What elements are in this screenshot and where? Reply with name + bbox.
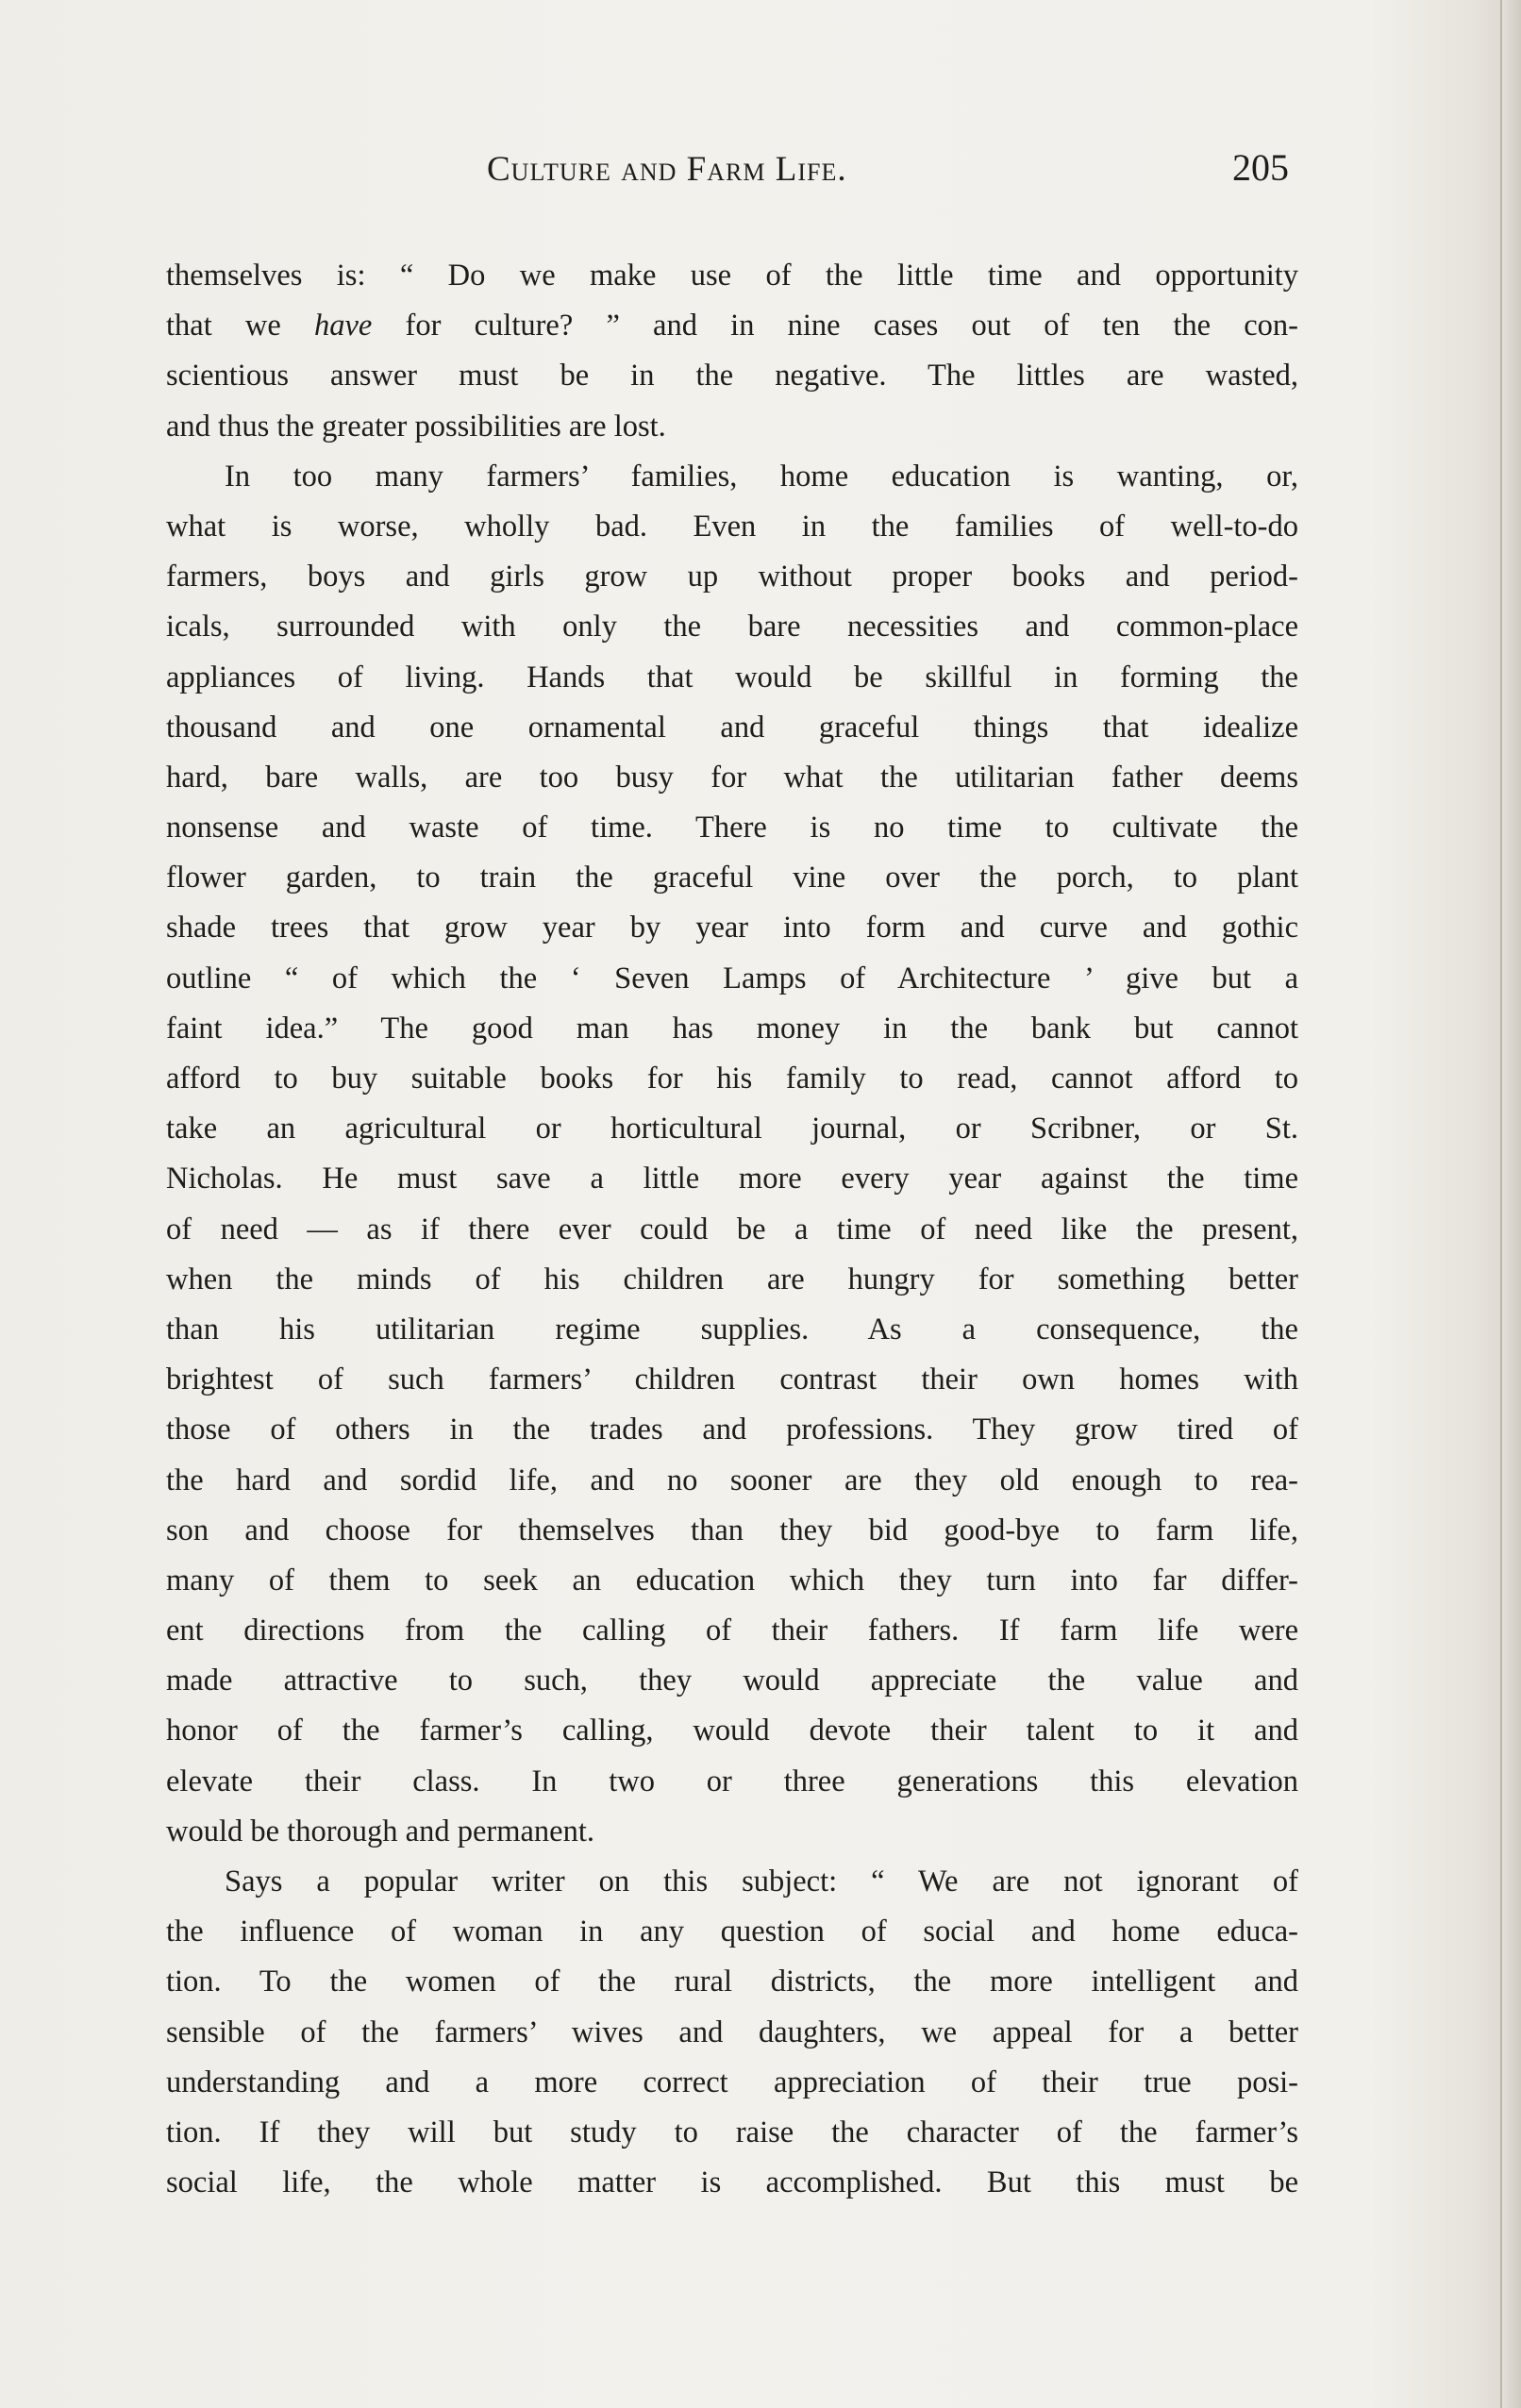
page-edge-shadow: [1500, 0, 1521, 2408]
text-line: scientious answer must be in the negative. The littles are wasted,: [166, 359, 1298, 393]
paragraph-first-line: In too many farmers’ families, home education is wanting, or,: [225, 459, 1298, 493]
text-line: many of them to seek an education which they turn into far differ-: [166, 1563, 1298, 1597]
text-line: social life, the whole matter is accomplished. But this must be: [166, 2166, 1298, 2200]
text-line: themselves is: “ Do we make use of the little time and opportunity: [166, 259, 1298, 293]
text-segment: that we: [166, 309, 314, 343]
italic-word: have: [314, 309, 373, 343]
text-line: elevate their class. In two or three generations this elevation: [166, 1764, 1298, 1798]
text-line: outline “ of which the ‘ Seven Lamps of Architecture ’ give but a: [166, 961, 1298, 995]
text-line: honor of the farmer’s calling, would devote their talent to it and: [166, 1714, 1298, 1748]
text-line: those of others in the trades and professions. They grow tired of: [166, 1413, 1298, 1447]
text-line: and thus the greater possibilities are lost.: [166, 409, 666, 443]
paragraph-first-line: Says a popular writer on this subject: “ We are not ignorant of: [225, 1865, 1298, 1898]
page-header: [166, 146, 1289, 202]
text-line: made attractive to such, they would appreciate the value and: [166, 1664, 1298, 1698]
text-line: when the minds of his children are hungry for something better: [166, 1262, 1298, 1296]
text-line: the influence of woman in any question of social and home educa-: [166, 1915, 1298, 1949]
text-line: appliances of living. Hands that would be skillful in forming the: [166, 660, 1298, 694]
text-line: [166, 301, 1298, 351]
text-line: brightest of such farmers’ children contrast their own homes with: [166, 1363, 1298, 1397]
text-line: than his utilitarian regime supplies. As a consequence, the: [166, 1312, 1298, 1346]
text-line: faint idea.” The good man has money in the bank but cannot: [166, 1011, 1298, 1045]
text-segment: for culture? ” and in nine cases out of ten the con-: [372, 309, 1298, 343]
text-line: of need — as if there ever could be a time of need like the present,: [166, 1212, 1298, 1246]
text-line: icals, surrounded with only the bare necessities and common-place: [166, 610, 1298, 644]
text-line: nonsense and waste of time. There is no time to cultivate the: [166, 811, 1298, 845]
text-line: tion. If they will but study to raise the character of the farmer’s: [166, 2115, 1298, 2149]
text-line: son and choose for themselves than they bid good-bye to farm life,: [166, 1513, 1298, 1547]
text-line: ent directions from the calling of their fathers. If farm life were: [166, 1614, 1298, 1648]
page-edge-line: [1500, 0, 1502, 2408]
text-line: would be thorough and permanent.: [166, 1814, 594, 1848]
text-line: thousand and one ornamental and graceful things that idealize: [166, 710, 1298, 744]
text-line: sensible of the farmers’ wives and daughters, we appeal for a better: [166, 2015, 1298, 2049]
text-line: take an agricultural or horticultural journal, or Scribner, or St.: [166, 1112, 1298, 1146]
text-line: shade trees that grow year by year into form and curve and gothic: [166, 911, 1298, 945]
text-line: what is worse, wholly bad. Even in the families of well-to-do: [166, 509, 1298, 543]
running-head: Culture and Farm Life.: [487, 150, 847, 189]
text-line: understanding and a more correct appreciation of their true posi-: [166, 2065, 1298, 2099]
body-text: [166, 251, 1298, 2208]
text-line: farmers, boys and girls grow up without proper books and period-: [166, 560, 1298, 594]
text-line: flower garden, to train the graceful vine over the porch, to plant: [166, 861, 1298, 895]
page-number: 205: [1232, 146, 1289, 189]
text-line: hard, bare walls, are too busy for what the utilitarian father deems: [166, 760, 1298, 794]
text-line: tion. To the women of the rural districts, the more intelligent and: [166, 1965, 1298, 1999]
text-line: the hard and sordid life, and no sooner are they old enough to rea-: [166, 1463, 1298, 1497]
text-line: Nicholas. He must save a little more every year against the time: [166, 1162, 1298, 1196]
text-line: afford to buy suitable books for his family to read, cannot afford to: [166, 1062, 1298, 1095]
